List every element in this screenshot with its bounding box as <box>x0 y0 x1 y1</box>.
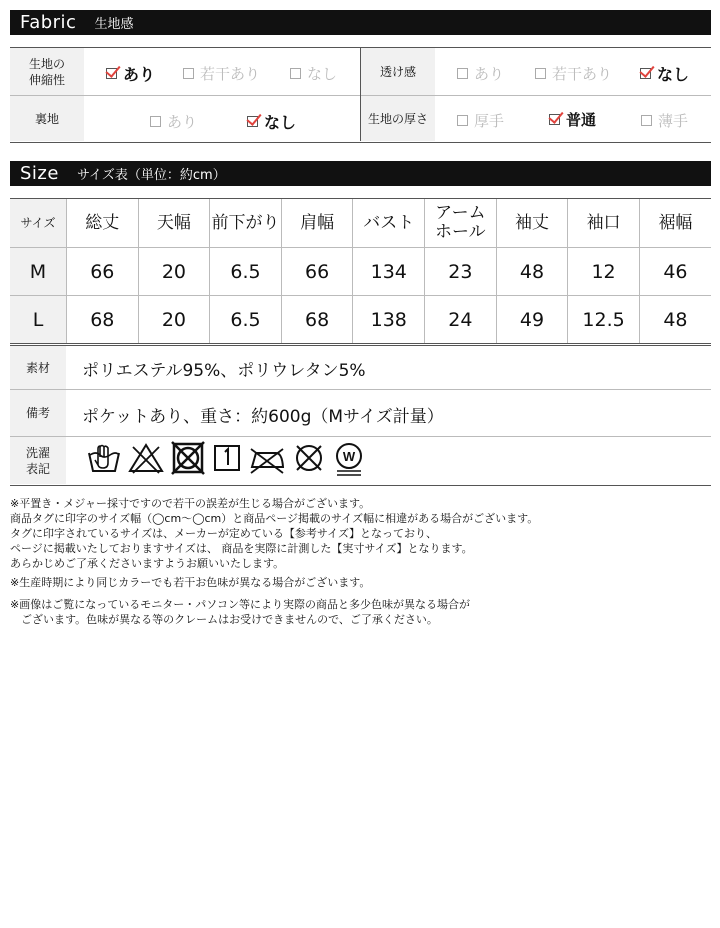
table-cell: 134 <box>353 248 425 296</box>
column-header: 天幅 <box>138 199 210 248</box>
column-header: アーム ホール <box>425 199 497 248</box>
checkbox-icon <box>641 115 652 126</box>
table-cell: 20 <box>138 296 210 344</box>
note-line: ございます。色味が異なる等のクレームはお受けできませんので、ご了承ください。 <box>10 613 438 626</box>
table-cell: 6.5 <box>210 296 282 344</box>
table-cell: 138 <box>353 296 425 344</box>
size-table <box>10 199 711 343</box>
remarks-value: ポケットあり、重さ：約600g（Mサイズ計量） <box>82 407 444 427</box>
care-icons <box>86 441 366 477</box>
checkbox-checked-icon <box>549 114 560 125</box>
table-cell: 49 <box>496 296 568 344</box>
table-cell: 12.5 <box>568 296 640 344</box>
checkbox-icon <box>183 68 194 79</box>
lining-label: 裏地 <box>10 96 84 141</box>
size-header <box>10 161 711 186</box>
thickness-option-normal: 普通 <box>549 109 596 130</box>
size-header-label: サイズ <box>10 199 67 248</box>
material-label: 素材 <box>10 346 66 389</box>
table-cell: 12 <box>568 248 640 296</box>
note-line: ※平置き・メジャー採寸ですので若干の誤差が生じる場合がございます。 <box>10 497 371 510</box>
lining-option-nashi: なし <box>247 110 296 133</box>
note-line: タグに印字されているサイズは、メーカーが定めている【参考サイズ】となっており、 <box>10 527 438 540</box>
sheer-option-nashi: なし <box>640 62 689 85</box>
size-title: Size <box>20 163 59 184</box>
note-line: 商品タグに印字のサイズ幅（◯cm〜◯cm）と商品ページ掲載のサイズ幅に相違がある場合がございます。 <box>10 512 539 525</box>
wet-clean-icon <box>332 441 366 477</box>
table-cell: 24 <box>425 296 497 344</box>
table-cell: 23 <box>425 248 497 296</box>
sheer-option-ari: あり <box>457 63 504 84</box>
size-table-header <box>10 199 711 248</box>
care-label: 洗濯 表記 <box>10 437 66 484</box>
material-value: ポリエステル95%、ポリウレタン5% <box>82 361 366 381</box>
stretch-option-nashi: なし <box>290 63 337 84</box>
no-iron-icon <box>248 441 286 475</box>
table-cell: 48 <box>639 296 711 344</box>
thickness-label: 生地の厚さ <box>361 96 435 141</box>
table-cell: 48 <box>496 248 568 296</box>
table-row <box>10 296 711 344</box>
note-line: あらかじめご了承くださいますようお願いいたします。 <box>10 557 285 570</box>
thickness-option-thick: 厚手 <box>457 110 504 131</box>
sheer-label: 透け感 <box>361 48 435 95</box>
lining-option-ari: あり <box>150 111 197 132</box>
table-row <box>10 248 711 296</box>
column-header: 袖口 <box>568 199 640 248</box>
table-cell: 20 <box>138 248 210 296</box>
checkbox-checked-icon <box>247 116 258 127</box>
no-tumble-dry-icon <box>170 441 206 475</box>
row-size-label: M <box>10 248 67 296</box>
hand-wash-icon <box>86 441 122 475</box>
checkbox-icon <box>535 68 546 79</box>
column-header: バスト <box>353 199 425 248</box>
wet-clean-letter: W <box>342 449 356 464</box>
checkbox-icon <box>290 68 301 79</box>
fabric-subtitle: 生地感 <box>94 17 134 32</box>
checkbox-icon <box>457 68 468 79</box>
sheer-option-slight: 若干あり <box>535 63 612 84</box>
table-cell: 6.5 <box>210 248 282 296</box>
stretch-option-slight: 若干あり <box>183 63 260 84</box>
fabric-header <box>10 10 711 35</box>
fabric-title: Fabric <box>20 12 77 33</box>
table-cell: 66 <box>281 248 353 296</box>
checkbox-checked-icon <box>106 68 117 79</box>
note-line: ※画像はご覧になっているモニター・パソコン等により実際の商品と多少色味が異なる場合が <box>10 598 470 611</box>
remarks-label: 備考 <box>10 390 66 436</box>
thickness-option-thin: 薄手 <box>641 110 688 131</box>
column-header: 前下がり <box>210 199 282 248</box>
column-header: 裾幅 <box>639 199 711 248</box>
note-line: ※生産時期により同じカラーでも若干お色味が異なる場合がございます。 <box>10 576 371 589</box>
table-cell: 68 <box>67 296 139 344</box>
column-header: 袖丈 <box>496 199 568 248</box>
table-cell: 68 <box>281 296 353 344</box>
size-subtitle: サイズ表（単位：約cm） <box>76 168 226 183</box>
stretch-label: 生地の 伸縮性 <box>10 48 84 95</box>
no-bleach-icon <box>128 441 164 475</box>
table-cell: 66 <box>67 248 139 296</box>
checkbox-icon <box>150 116 161 127</box>
checkbox-checked-icon <box>640 68 651 79</box>
checkbox-icon <box>457 115 468 126</box>
row-size-label: L <box>10 296 67 344</box>
column-header: 肩幅 <box>281 199 353 248</box>
table-cell: 46 <box>639 248 711 296</box>
column-header: 総丈 <box>67 199 139 248</box>
stretch-option-ari: あり <box>106 62 155 85</box>
line-dry-icon <box>212 441 242 475</box>
note-line: ページに掲載いたしておりますサイズは、 商品を実際に計測した【実寸サイズ】となります。 <box>10 542 473 555</box>
no-dry-clean-icon <box>292 441 326 475</box>
